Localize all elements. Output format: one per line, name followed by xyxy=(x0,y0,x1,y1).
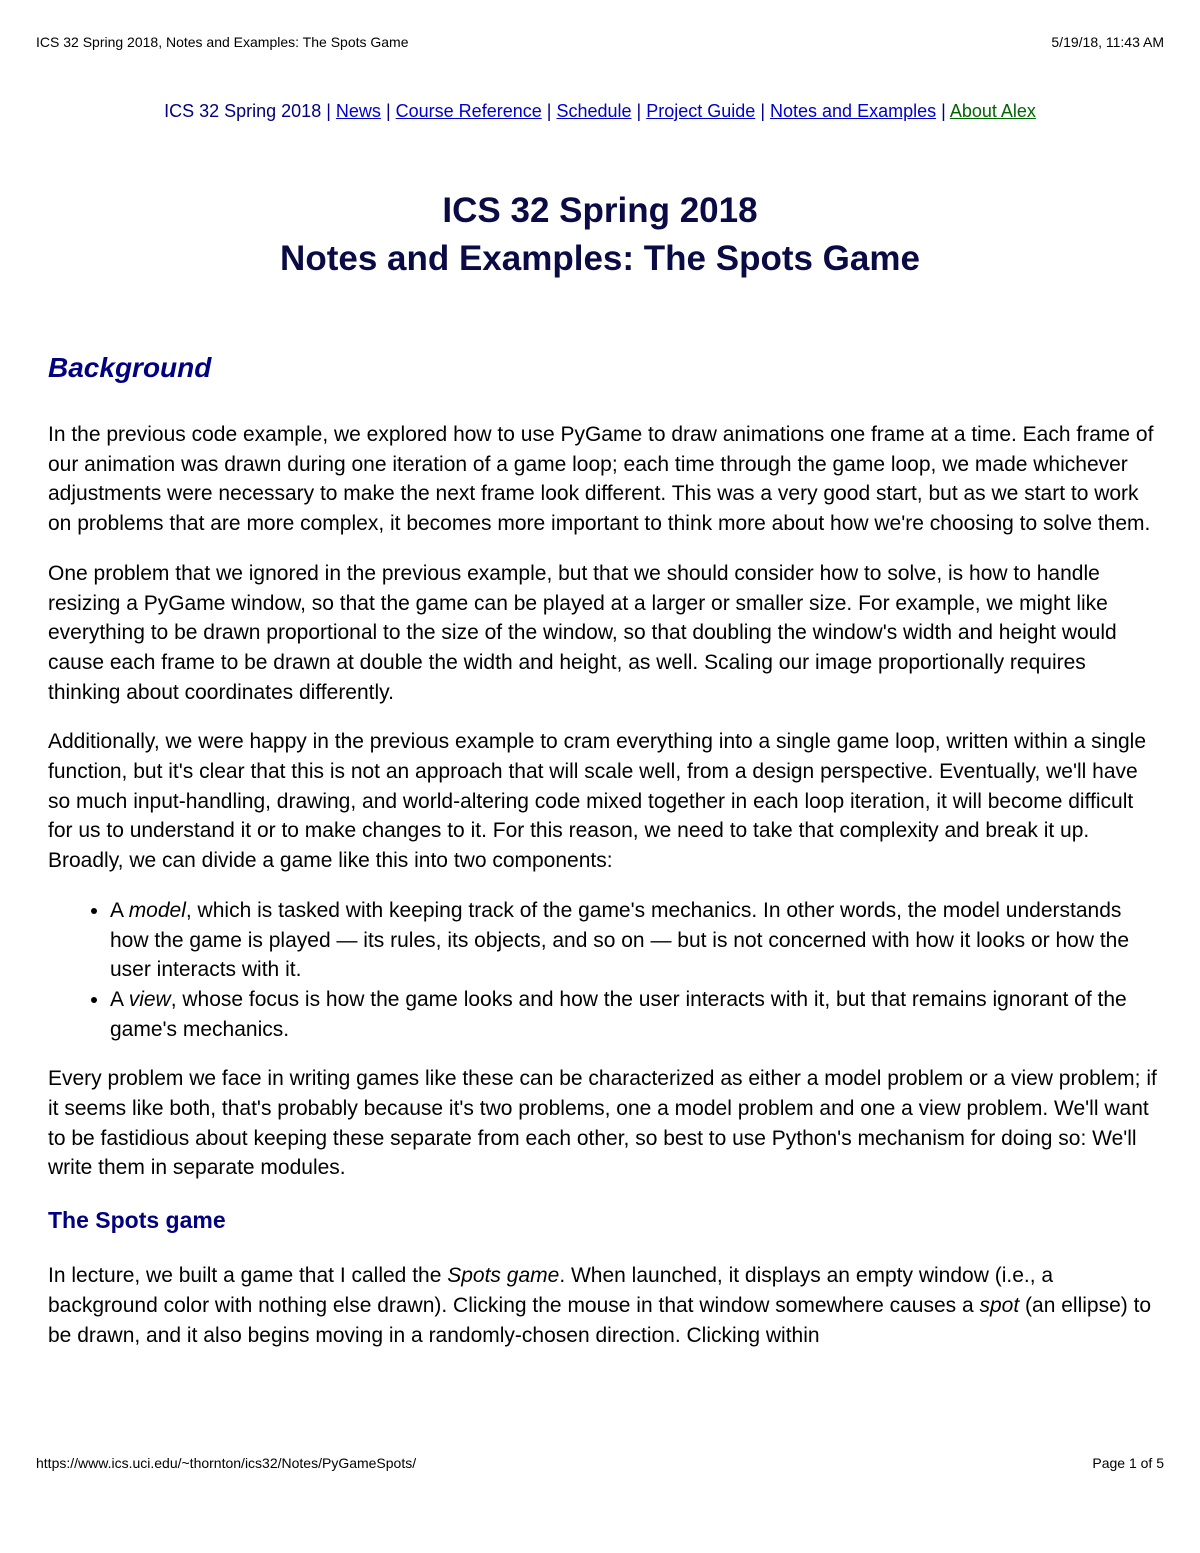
spots-paragraph-1: In lecture, we built a game that I called the Spots game. When launched, it displays an empty window (i.e., a background color with nothing else drawn). Clicking the mouse in that window somewhere causes a spot (an ellipse) to be drawn, and it also begins moving in a randomly-chosen direction. Clicking within xyxy=(48,1264,1152,1347)
nav-course-name: ICS 32 Spring 2018 xyxy=(164,101,322,121)
print-footer-page-number: Page 1 of 5 xyxy=(1092,1455,1164,1471)
print-header-timestamp: 5/19/18, 11:43 AM xyxy=(1051,34,1164,50)
nav-link-course-reference[interactable]: Course Reference xyxy=(395,101,542,121)
main-content xyxy=(48,350,1158,1370)
list-item-view: • A view, whose focus is how the game looks and how the user interacts with it, but that remains ignorant of the game's mechanics. xyxy=(110,985,1158,1044)
print-header xyxy=(36,34,1164,50)
nav-link-project-guide[interactable]: Project Guide xyxy=(646,101,756,121)
nav-separator: | xyxy=(326,101,331,121)
background-paragraph-1: In the previous code example, we explored how to use PyGame to draw animations one frame at a time. Each frame of our animation was drawn during one iteration of a game loop; each time through the game loop, we made whichever adjustments were necessary to make the next frame look different. This was a very good start, but as we start to work on problems that are more complex, it becomes more important to think more about how we're choosing to solve them. xyxy=(48,423,1154,536)
print-header-title: ICS 32 Spring 2018, Notes and Examples: The Spots Game xyxy=(36,34,409,50)
nav-link-notes-and-examples[interactable]: Notes and Examples xyxy=(770,101,937,121)
term-spot: spot xyxy=(979,1293,1020,1317)
nav-link-schedule[interactable]: Schedule xyxy=(556,101,632,121)
nav-separator: | xyxy=(385,101,391,121)
page-title-course: ICS 32 Spring 2018 xyxy=(442,191,758,230)
term-spots-game: Spots game xyxy=(447,1264,560,1288)
nav-link-news[interactable]: News xyxy=(335,101,381,121)
nav-link-about-alex[interactable]: About Alex xyxy=(949,101,1036,121)
nav-separator: | xyxy=(546,101,552,121)
nav-separator: | xyxy=(636,101,642,121)
page-title xyxy=(0,187,1200,283)
nav-separator: | xyxy=(760,101,765,121)
term-model: model xyxy=(128,898,186,922)
course-nav-bar xyxy=(0,101,1200,122)
background-paragraph-3: Additionally, we were happy in the previous example to cram everything into a single game loop, written within a single function, but it's clear that this is not an approach that will scale well, from a design perspective. Eventually, we'll have so much input-handling, drawing, and world-altering code mixed together in each loop iteration, it will become difficult for us to understand it or to make changes to it. For this reason, we need to take that complexity and break it up. Broadly, we can divide a game like this into two components: xyxy=(48,730,1147,873)
spots-game-heading: The Spots game xyxy=(48,1207,226,1234)
background-paragraph-4: Every problem we face in writing games like these can be characterized as either a model problem or a view problem; if it seems like both, that's probably because it's two problems, one a model problem and one a view problem. We'll want to be fastidious about keeping these separate from each other, so best to use Python's mechanism for doing so: We'll write them in separate modules. xyxy=(48,1067,1157,1180)
page-title-topic: Notes and Examples: The Spots Game xyxy=(280,239,920,278)
background-paragraph-2: One problem that we ignored in the previous example, but that we should consider how to solve, is how to handle resizing a PyGame window, so that the game can be played at a larger or smaller size. For example, we might like everything to be drawn proportional to the size of the window, so that doubling the window's width and height would cause each frame to be drawn at double the width and height, as well. Scaling our image proportionally requires thinking about coordinates differently. xyxy=(48,561,1117,704)
list-item-model: • A model, which is tasked with keeping track of the game's mechanics. In other words, the model understands how the game is played — its rules, its objects, and so on — but is not concerned with how it looks or how the user interacts with it. xyxy=(110,896,1158,985)
term-view: view xyxy=(128,987,171,1011)
print-footer-url: https://www.ics.uci.edu/~thornton/ics32/Notes/PyGameSpots/ xyxy=(36,1455,417,1471)
components-list xyxy=(48,896,1158,1045)
print-footer xyxy=(36,1455,1164,1471)
background-heading: Background xyxy=(48,352,212,383)
nav-separator: | xyxy=(941,101,946,121)
